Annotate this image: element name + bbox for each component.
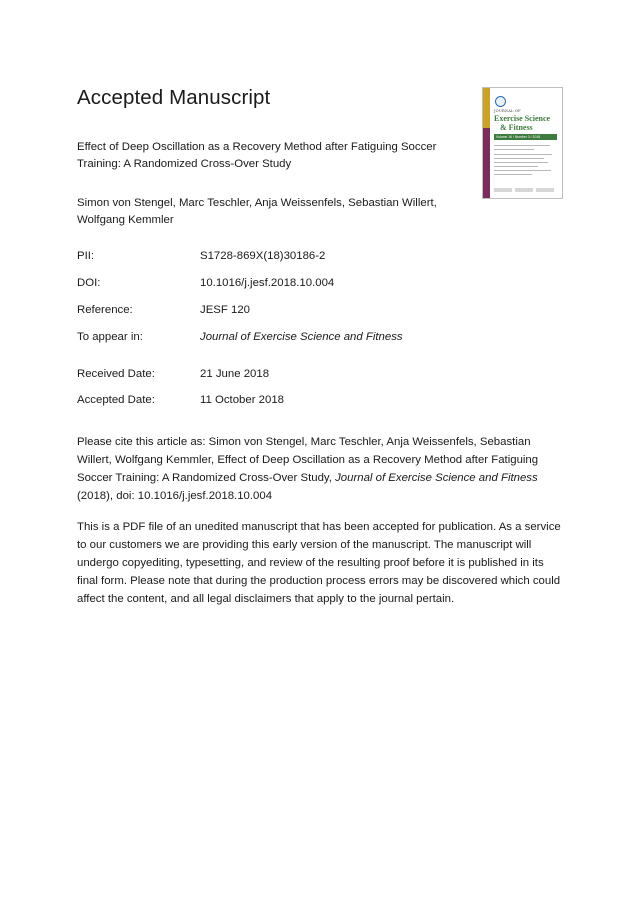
manuscript-notice: This is a PDF file of an unedited manuscript that has been accepted for publication. As a service to our customers we are providing this early version of the manuscript. The manuscript will undergo copyediting, typesetting, and review of the resulting proof before it is published in its final form. Please note that during the production process errors may be discovered which could affect the content, and all legal disclaimers that apply to the journal pertain. — [77, 521, 561, 605]
citation-prefix: Please cite this article as: Simon von Stengel, Marc Teschler, Anja Weissenfels, Sebastian Willert, Wolfgang Kemmler, Effect of Deep Oscillation as a Recovery Method after Fatiguing Soccer Training: A Randomized Cross-Over Study, — [77, 436, 539, 484]
cover-text-line — [494, 158, 544, 159]
meta-label-accepted: Accepted Date: — [77, 394, 155, 406]
cover-text-line — [494, 174, 532, 175]
cover-text-line — [494, 145, 550, 146]
citation-journal: Journal of Exercise Science and Fitness — [335, 472, 538, 484]
cover-journal-name-line2: & Fitness — [500, 123, 533, 132]
meta-value-accepted: 11 October 2018 — [200, 394, 285, 406]
meta-label-doi: DOI: — [77, 277, 101, 289]
meta-value-appear: Journal of Exercise Science and Fitness — [200, 331, 403, 343]
meta-value-reference: JESF 120 — [200, 304, 251, 316]
article-title: Effect of Deep Oscillation as a Recovery Method after Fatiguing Soccer Training: A Randomized Cross-Over Study — [77, 141, 437, 170]
meta-label-reference: Reference: — [77, 304, 133, 316]
article-authors: Simon von Stengel, Marc Teschler, Anja Weissenfels, Sebastian Willert, Wolfgang Kemmler — [77, 197, 437, 226]
cover-text-line — [494, 170, 551, 171]
citation-paragraph — [77, 433, 562, 505]
cover-text-line — [494, 162, 548, 163]
cover-issue-text: Volume 16 / Number 3 / 2018 — [496, 135, 541, 139]
meta-value-doi: 10.1016/j.jesf.2018.10.004 — [200, 277, 335, 289]
cover-footer-logo — [515, 188, 533, 192]
cover-footer-logos — [494, 188, 557, 192]
meta-value-received: 21 June 2018 — [200, 368, 270, 380]
cover-side-strip-top — [483, 88, 490, 128]
cover-journal-name-line1: Exercise Science — [494, 114, 551, 123]
meta-label-pii: PII: — [77, 250, 95, 262]
meta-label-received: Received Date: — [77, 368, 155, 380]
cover-footer-logo — [536, 188, 554, 192]
journal-cover — [482, 87, 563, 199]
cover-footer-logo — [494, 188, 512, 192]
cover-text-line — [494, 149, 534, 150]
cover-text-line — [494, 166, 538, 167]
citation-suffix: (2018), doi: 10.1016/j.jesf.2018.10.004 — [77, 490, 273, 502]
journal-logo-icon — [495, 96, 506, 107]
meta-value-pii: S1728-869X(18)30186-2 — [200, 250, 326, 262]
cover-journal-of: JOURNAL OF — [494, 109, 521, 113]
cover-text-line — [494, 154, 552, 155]
meta-label-appear: To appear in: — [77, 331, 143, 343]
page-heading: Accepted Manuscript — [77, 86, 271, 109]
